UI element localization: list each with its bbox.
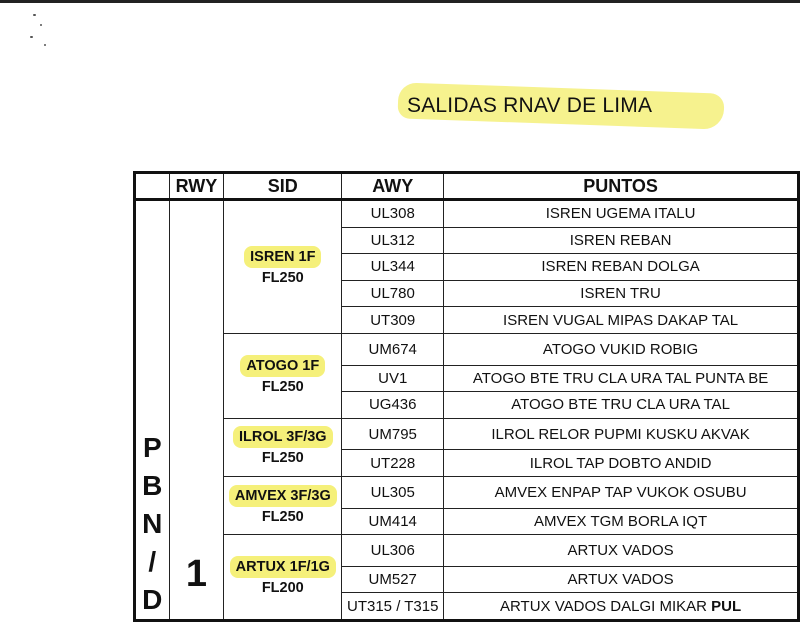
- points-text: ATOGO BTE TRU CLA URA TAL PUNTA BE: [472, 369, 769, 387]
- points-text: ARTUX VADOS DALGI MIKAR: [499, 597, 707, 615]
- points-cell: [444, 476, 799, 508]
- header-blank: [135, 173, 170, 200]
- scan-speck: [40, 24, 42, 26]
- airway-cell: UM527: [342, 566, 444, 593]
- sid-name: AMVEX 3F/3G: [229, 485, 337, 507]
- title-block: [398, 86, 728, 130]
- sid-cell: [224, 200, 342, 334]
- airway-cell: UL308: [342, 200, 444, 228]
- sid-cell: [224, 476, 342, 534]
- points-cell: [444, 227, 799, 254]
- airway-cell: UM674: [342, 333, 444, 365]
- points-cell: [444, 333, 799, 365]
- scan-speck: [33, 14, 36, 16]
- sid-flight-level: FL250: [261, 269, 304, 286]
- points-text: AMVEX ENPAP TAP VUKOK OSUBU: [494, 483, 747, 501]
- sid-name: ILROL 3F/3G: [233, 426, 333, 448]
- points-bold-text: PUL: [711, 597, 742, 615]
- table-row: [135, 535, 799, 567]
- points-text: AMVEX TGM BORLA IQT: [534, 512, 708, 530]
- scan-speck: [30, 36, 33, 38]
- airway-cell: UV1: [342, 365, 444, 392]
- sid-flight-level: FL250: [261, 378, 304, 395]
- points-cell: [444, 254, 799, 281]
- page-title: SALIDAS RNAV DE LIMA: [407, 94, 653, 117]
- airway-cell: UT228: [342, 450, 444, 477]
- page-top-edge: [0, 0, 800, 3]
- table-row: [135, 476, 799, 508]
- scan-speck: [44, 44, 46, 46]
- procedure-type-letter: D: [142, 584, 163, 615]
- points-text: ILROL TAP DOBTO ANDID: [529, 454, 712, 472]
- points-text: ILROL RELOR PUPMI KUSKU AKVAK: [491, 425, 750, 443]
- sid-flight-level: FL250: [261, 508, 304, 525]
- procedure-type-letter: N: [142, 508, 163, 539]
- procedure-type-cell: [135, 200, 170, 621]
- points-cell: [444, 392, 799, 419]
- points-text: ATOGO VUKID ROBIG: [542, 340, 699, 358]
- airway-cell: UT315 / T315: [342, 593, 444, 621]
- airway-cell: UG436: [342, 392, 444, 419]
- sid-table: [133, 171, 800, 622]
- points-cell: [444, 450, 799, 477]
- header-awy: AWY: [342, 173, 444, 200]
- points-text: ISREN REBAN DOLGA: [541, 258, 700, 276]
- procedure-type-letter: P: [142, 432, 162, 463]
- procedure-type-letter: /: [148, 546, 157, 577]
- header-rwy: RWY: [169, 173, 224, 200]
- sid-cell: [224, 333, 342, 418]
- header-puntos: PUNTOS: [444, 173, 799, 200]
- points-text: ARTUX VADOS: [567, 541, 674, 559]
- airway-cell: UL312: [342, 227, 444, 254]
- points-cell: [444, 535, 799, 567]
- table-row: [135, 200, 799, 228]
- procedure-type-letter: B: [142, 470, 163, 501]
- sid-cell: [224, 418, 342, 476]
- airway-cell: UM795: [342, 418, 444, 450]
- sid-name: ARTUX 1F/1G: [230, 556, 336, 578]
- points-cell: [444, 508, 799, 535]
- airway-cell: UM414: [342, 508, 444, 535]
- points-text: ISREN VUGAL MIPAS DAKAP TAL: [503, 311, 739, 329]
- runway-cell: [169, 200, 224, 621]
- sid-flight-level: FL200: [261, 580, 304, 597]
- points-cell: [444, 593, 799, 621]
- header-sid: SID: [224, 173, 342, 200]
- airway-cell: UL305: [342, 476, 444, 508]
- airway-cell: UT309: [342, 307, 444, 334]
- runway-number: 1: [185, 553, 207, 595]
- points-cell: [444, 280, 799, 307]
- points-cell: [444, 418, 799, 450]
- airway-cell: UL344: [342, 254, 444, 281]
- points-cell: [444, 307, 799, 334]
- points-cell: [444, 566, 799, 593]
- points-cell: [444, 365, 799, 392]
- points-text: ISREN UGEMA ITALU: [545, 205, 696, 223]
- points-text: ARTUX VADOS: [567, 571, 674, 589]
- table-row: [135, 418, 799, 450]
- table-row: [135, 333, 799, 365]
- header-row: [135, 173, 799, 200]
- sid-name: ATOGO 1F: [240, 355, 325, 377]
- points-text: ATOGO BTE TRU CLA URA TAL: [511, 396, 730, 414]
- sid-cell: [224, 535, 342, 621]
- airway-cell: UL780: [342, 280, 444, 307]
- sid-flight-level: FL250: [261, 450, 304, 467]
- sid-name: ISREN 1F: [244, 246, 321, 268]
- points-cell: [444, 200, 799, 228]
- points-text: ISREN REBAN: [569, 231, 672, 249]
- points-text: ISREN TRU: [580, 285, 661, 303]
- airway-cell: UL306: [342, 535, 444, 567]
